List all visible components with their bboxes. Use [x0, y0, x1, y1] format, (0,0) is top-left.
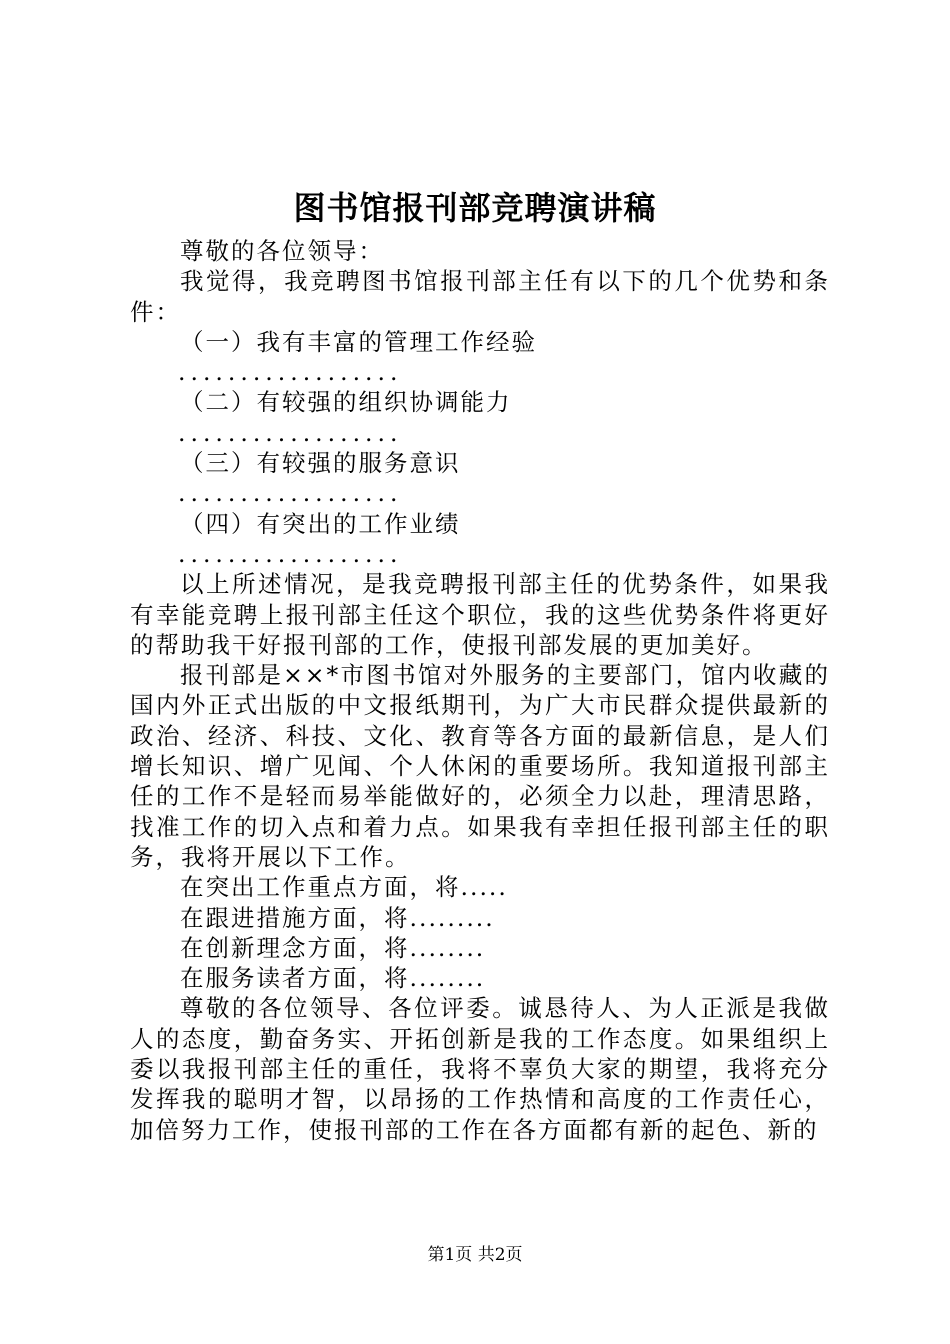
- advantage-item-4-dots: ..................: [178, 539, 403, 568]
- advantage-item-4: （四）有突出的工作业绩: [180, 509, 461, 538]
- advantage-item-2-dots: ..................: [178, 418, 403, 447]
- plan-item-3: 在创新理念方面，将........: [180, 933, 486, 962]
- document-title: 图书馆报刊部竞聘演讲稿: [293, 189, 657, 227]
- advantage-item-1: （一）我有丰富的管理工作经验: [180, 327, 537, 356]
- document-body: [130, 236, 830, 1145]
- salutation: 尊敬的各位领导：: [180, 237, 384, 265]
- page-number-footer: 第1页 共2页: [427, 1245, 523, 1265]
- advantage-item-3-dots: ..................: [178, 479, 403, 508]
- advantage-item-3: （三）有较强的服务意识: [180, 449, 461, 478]
- intro-paragraph: 我觉得，我竞聘图书馆报刊部主任有以下的几个优势和条件：: [130, 267, 830, 326]
- plan-item-1: 在突出工作重点方面，将.....: [180, 873, 508, 902]
- advantage-item-2: （二）有较强的组织协调能力: [180, 388, 512, 417]
- department-paragraph: 报刊部是××*市图书馆对外服务的主要部门，馆内收藏的国内外正式出版的中文报纸期刊，为广大市民群众提供最新的政治、经济、科技、文化、教育等各方面的最新信息，是人们增长知识、增广见闻、个人休闲的重要场所。我知道报刊部主任的工作不是轻而易举能做好的，必须全力以赴，理清思路，找准工作的切入点和着力点。如果我有幸担任报刊部主任的职务，我将开展以下工作。: [130, 661, 830, 871]
- plan-item-4: 在服务读者方面，将........: [180, 964, 486, 993]
- summary-paragraph: 以上所述情况，是我竞聘报刊部主任的优势条件，如果我有幸能竞聘上报刊部主任这个职位，我的这些优势条件将更好的帮助我干好报刊部的工作，使报刊部发展的更加美好。: [130, 570, 830, 659]
- closing-paragraph: 尊敬的各位领导、各位评委。诚恳待人、为人正派是我做人的态度，勤奋务实、开拓创新是我的工作态度。如果组织上委以我报刊部主任的重任，我将不辜负大家的期望，我将充分发挥我的聪明才智，以昂扬的工作热情和高度的工作责任心，加倍努力工作，使报刊部的工作在各方面都有新的起色、新的: [130, 994, 830, 1144]
- plan-item-2: 在跟进措施方面，将.........: [180, 903, 495, 932]
- advantage-item-1-dots: ..................: [178, 358, 403, 387]
